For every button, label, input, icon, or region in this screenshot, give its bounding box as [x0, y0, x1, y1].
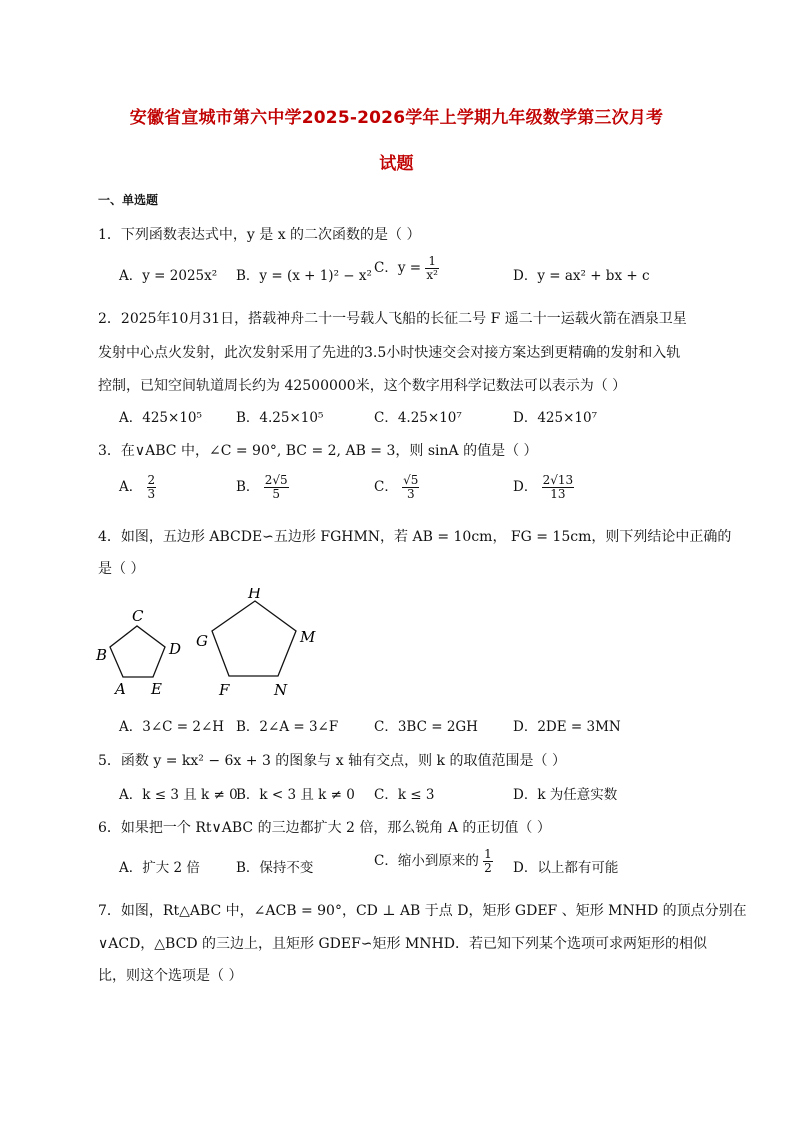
q5-option-d: D．k 为任意实数 [513, 787, 618, 803]
fraction-numerator: √5 [403, 473, 419, 487]
fraction-denominator: 2 [484, 861, 492, 875]
q6-option-c-fraction [483, 848, 493, 875]
option-prefix: A． [119, 479, 143, 495]
question-4-line2: 是（ ） [98, 561, 145, 577]
vertex-label-g: G [196, 632, 208, 650]
question-3: 3．在∨ABC 中，∠C = 90°, BC = 2, AB = 3，则 sinA 的值是（ ） [98, 443, 538, 459]
fraction-numerator: 1 [484, 847, 492, 861]
q2-option-c: C．4.25×10⁷ [374, 410, 462, 426]
q5-option-a: A．k ≤ 3 且 k ≠ 0 [119, 787, 238, 803]
q3-option-b [236, 474, 289, 501]
vertex-label-h: H [248, 588, 262, 602]
q2-option-d: D．425×10⁷ [513, 410, 597, 426]
q3-option-c [374, 474, 419, 501]
q1-option-c [374, 255, 439, 282]
q6-option-c [374, 848, 493, 875]
fraction-denominator: 5 [272, 487, 280, 501]
q3-option-c-fraction [402, 474, 419, 501]
q4-option-d: D．2DE = 3MN [513, 719, 621, 735]
q1-option-c-prefix: C．y = [374, 260, 422, 276]
q3-option-a [119, 474, 156, 501]
question-1: 1．下列函数表达式中，y 是 x 的二次函数的是（ ） [98, 227, 421, 243]
question-7-line3: 比，则这个选项是（ ） [98, 968, 243, 984]
q6-option-a: A．扩大 2 倍 [119, 860, 200, 876]
question-4-line1: 4．如图，五边形 ABCDE∽五边形 FGHMN，若 AB = 10cm， FG = 15cm，则下列结论中正确的 [98, 529, 732, 545]
q4-option-b: B．2∠A = 3∠F [236, 719, 339, 735]
large-pentagon [212, 601, 296, 676]
exam-title-line1: 安徽省宣城市第六中学2025-2026学年上学期九年级数学第三次月考 [129, 108, 664, 128]
q4-option-c: C．3BC = 2GH [374, 719, 478, 735]
small-pentagon [110, 626, 165, 677]
q4-option-a: A．3∠C = 2∠H [119, 719, 225, 735]
question-5: 5．函数 y = kx² − 6x + 3 的图象与 x 轴有交点，则 k 的取值范围是（ ） [98, 753, 566, 769]
q6-option-d: D．以上都有可能 [513, 860, 619, 876]
q3-option-a-fraction [147, 474, 157, 501]
pentagon-figure [90, 588, 330, 708]
option-prefix: C． [374, 479, 398, 495]
q1-option-d: D．y = ax² + bx + c [513, 268, 650, 284]
question-2-line3: 控制，已知空间轨道周长约为 42500000米，这个数字用科学记数法可以表示为（ ） [98, 378, 627, 394]
vertex-label-c: C [132, 607, 144, 625]
q5-option-b: B．k < 3 且 k ≠ 0 [236, 787, 355, 803]
fraction-numerator: 2√5 [264, 473, 288, 487]
question-2-line2: 发射中心点火发射，此次发射采用了先进的3.5小时快速交会对接方案达到更精确的发射和入轨 [98, 345, 681, 361]
q1-option-a: A．y = 2025x² [119, 268, 218, 284]
q6-option-b: B．保持不变 [236, 860, 314, 876]
vertex-label-e: E [151, 680, 162, 698]
vertex-label-n: N [274, 681, 288, 699]
q5-option-c: C．k ≤ 3 [374, 787, 435, 803]
q3-option-d [513, 474, 574, 501]
vertex-label-a: A [115, 680, 126, 698]
fraction-denominator: 13 [550, 487, 566, 501]
fraction-denominator: x² [426, 268, 438, 282]
question-6: 6．如果把一个 Rt∨ABC 的三边都扩大 2 倍，那么锐角 A 的正切值（ ） [98, 820, 551, 836]
question-2-line1: 2．2025年10月31日，搭载神舟二十一号载人飞船的长征二号 F 遥二十一运载火箭在酒泉卫星 [98, 311, 687, 327]
q1-option-b: B．y = (x + 1)² − x² [236, 268, 372, 284]
fraction-numerator: 2√13 [542, 473, 574, 487]
fraction-numerator: 2 [147, 473, 156, 487]
q3-option-b-fraction [264, 474, 289, 501]
question-7-line2: ∨ACD，△BCD 的三边上，且矩形 GDEF∽矩形 MNHD．若已知下列某个选项可求两矩形的相似 [98, 936, 707, 952]
q2-option-b: B．4.25×10⁵ [236, 410, 324, 426]
q2-option-a: A．425×10⁵ [119, 410, 202, 426]
vertex-label-m: M [300, 628, 316, 646]
exam-title-line2: 试题 [379, 154, 414, 174]
section-heading: 一、单选题 [98, 193, 159, 207]
fraction-denominator: 3 [147, 487, 156, 501]
q3-option-d-fraction [542, 474, 575, 501]
option-prefix: B． [236, 479, 260, 495]
fraction-denominator: 3 [406, 487, 415, 501]
q1-option-c-fraction [425, 255, 439, 282]
question-7-line1: 7．如图，Rt△ABC 中，∠ACB = 90°，CD ⊥ AB 于点 D，矩形 GDEF 、矩形 MNHD 的顶点分别在 [98, 903, 747, 919]
vertex-label-b: B [96, 646, 108, 664]
option-prefix: D． [513, 479, 538, 495]
vertex-label-f: F [219, 681, 230, 699]
q6-option-c-prefix: C．缩小到原来的 [374, 853, 479, 869]
fraction-numerator: 1 [425, 255, 439, 269]
vertex-label-d: D [169, 640, 182, 658]
